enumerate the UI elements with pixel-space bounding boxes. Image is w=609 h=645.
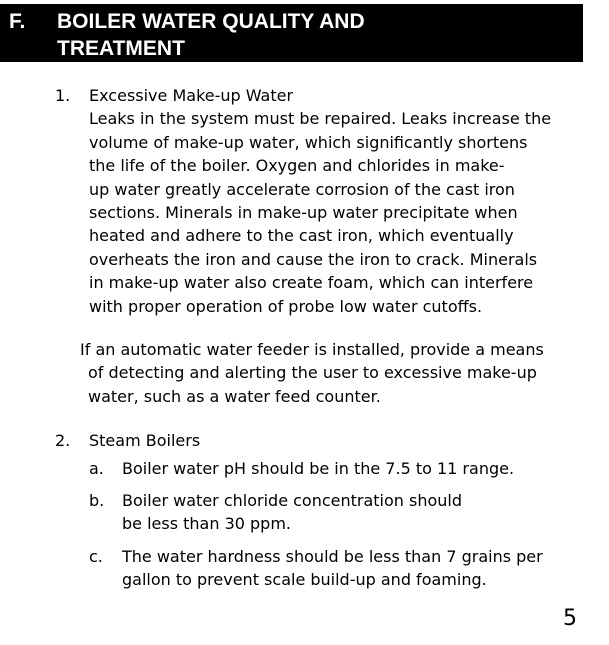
subitem-a-letter: a.: [89, 459, 104, 478]
subitem-a-line: Boiler water pH should be in the 7.5 to 11 range.: [122, 459, 515, 478]
feeder-note-line: of detecting and alerting the user to excessive make-up: [88, 363, 537, 383]
section-title: [57, 8, 577, 62]
item-1-line: up water greatly accelerate corrosion of the cast iron: [89, 179, 515, 199]
item-1-line: heated and adhere to the cast iron, which eventually: [89, 226, 514, 246]
item-1-line: sections. Minerals in make-up water precipitate when: [89, 203, 518, 223]
section-header: [0, 4, 583, 62]
section-title-line-2: TREATMENT: [57, 37, 185, 60]
item-1-line: in make-up water also create foam, which can interfere: [89, 273, 534, 293]
subitem-c-line: The water hardness should be less than 7 grains per: [122, 547, 543, 566]
subitem-c-letter: c.: [89, 547, 103, 566]
subitem-b-line: Boiler water chloride concentration should: [122, 491, 463, 510]
item-1-line: overheats the iron and cause the iron to crack. Minerals: [89, 249, 538, 269]
page-number: 5: [563, 606, 577, 631]
subitem-a-body: [122, 457, 592, 480]
item-1-body: [89, 84, 589, 318]
item-1-line: the life of the boiler. Oxygen and chlorides in make-: [89, 156, 505, 176]
section-title-line-1: BOILER WATER QUALITY AND: [57, 10, 365, 33]
item-1-line: volume of make-up water, which significantly shortens: [89, 132, 528, 152]
subitem-c-line: gallon to prevent scale build-up and foaming.: [122, 570, 487, 590]
item-1-line: with proper operation of probe low water cutoffs.: [89, 296, 483, 316]
item-2-number: 2.: [55, 431, 71, 450]
feeder-note: [80, 338, 590, 408]
subitem-c-body: [122, 545, 592, 592]
section-letter: F.: [9, 10, 26, 33]
subitem-b-line: be less than 30 ppm.: [122, 514, 292, 534]
item-1-number: 1.: [55, 86, 71, 105]
item-2-heading: Steam Boilers: [89, 431, 201, 450]
item-1-line: Leaks in the system must be repaired. Leaks increase the: [89, 109, 552, 129]
subitem-b-letter: b.: [89, 491, 105, 510]
item-1-heading: Excessive Make-up Water: [89, 86, 294, 105]
feeder-note-line: water, such as a water feed counter.: [88, 386, 381, 406]
feeder-note-line: If an automatic water feeder is installed, provide a means: [80, 340, 544, 359]
subitem-b-body: [122, 489, 592, 536]
